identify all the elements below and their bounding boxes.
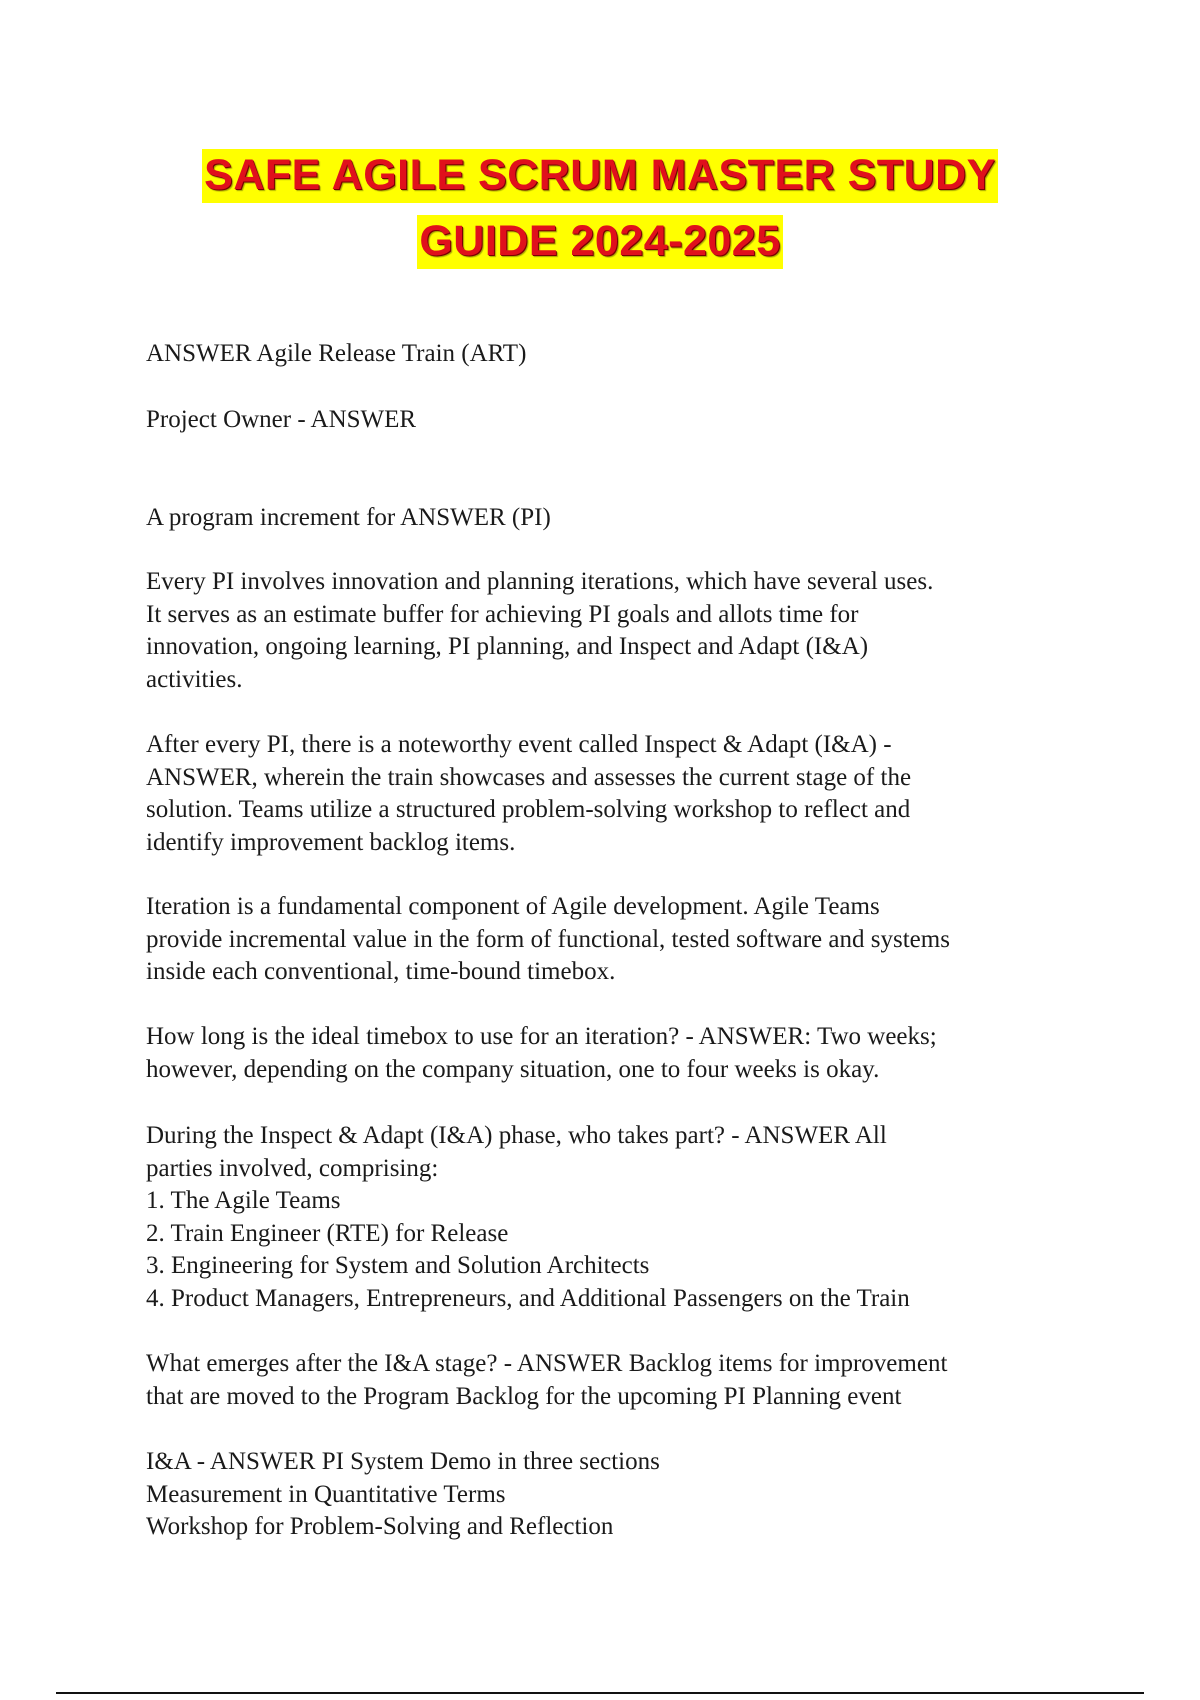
paragraph-project-owner bbox=[146, 404, 416, 437]
text-line: I&A - ANSWER PI System Demo in three sections bbox=[146, 1448, 660, 1475]
text-line: solution. Teams utilize a structured problem-solving workshop to reflect and bbox=[146, 796, 911, 823]
paragraph-ia-sections bbox=[146, 1446, 660, 1544]
paragraph-after-ia bbox=[146, 1348, 947, 1413]
title-line-2 bbox=[0, 208, 1200, 274]
paragraph-iteration bbox=[146, 891, 950, 989]
paragraph-art bbox=[146, 338, 526, 371]
text-line: Workshop for Problem-Solving and Reflection bbox=[146, 1513, 614, 1540]
text-line: inside each conventional, time-bound timebox. bbox=[146, 958, 616, 985]
text-line: identify improvement backlog items. bbox=[146, 828, 516, 856]
text-line: that are moved to the Program Backlog for the upcoming PI Planning event bbox=[146, 1382, 902, 1410]
text-line: Measurement in Quantitative Terms bbox=[146, 1480, 506, 1508]
text-line: How long is the ideal timebox to use for an iteration? - ANSWER: Two weeks; bbox=[146, 1023, 937, 1050]
text-line: activities. bbox=[146, 665, 243, 693]
paragraph-timebox bbox=[146, 1021, 937, 1086]
text-line: Every PI involves innovation and planning iterations, which have several uses. bbox=[146, 568, 934, 595]
page-bottom-rule bbox=[56, 1692, 1144, 1694]
text-line: What emerges after the I&A stage? - ANSWER Backlog items for improvement bbox=[146, 1350, 948, 1377]
text-line: provide incremental value in the form of functional, tested software and systems bbox=[146, 925, 950, 953]
title-line-1-text: SAFE AGILE SCRUM MASTER STUDY bbox=[202, 149, 998, 203]
title-line-2-text: GUIDE 2024-2025 bbox=[417, 215, 782, 269]
list-item: 1. The Agile Teams bbox=[146, 1187, 341, 1214]
paragraph-program-increment bbox=[146, 502, 551, 535]
text-line: innovation, ongoing learning, PI planning, and Inspect and Adapt (I&A) bbox=[146, 633, 869, 660]
paragraph-innovation-planning bbox=[146, 566, 933, 696]
text-line: After every PI, there is a noteworthy event called Inspect & Adapt (I&A) - bbox=[146, 731, 892, 758]
list-item: 2. Train Engineer (RTE) for Release bbox=[146, 1219, 509, 1247]
text-line: It serves as an estimate buffer for achieving PI goals and allots time for bbox=[146, 600, 859, 628]
text-line: Project Owner - ANSWER bbox=[146, 406, 417, 433]
text-line: Iteration is a fundamental component of Agile development. Agile Teams bbox=[146, 893, 880, 920]
text-line: A program increment for ANSWER (PI) bbox=[146, 504, 551, 531]
text-line: however, depending on the company situation, one to four weeks is okay. bbox=[146, 1055, 880, 1083]
document-title bbox=[0, 142, 1200, 274]
text-line: During the Inspect & Adapt (I&A) phase, who takes part? - ANSWER All bbox=[146, 1122, 887, 1149]
text-line: ANSWER Agile Release Train (ART) bbox=[146, 340, 527, 367]
list-item: 4. Product Managers, Entrepreneurs, and Additional Passengers on the Train bbox=[146, 1284, 910, 1312]
text-line: ANSWER, wherein the train showcases and assesses the current stage of the bbox=[146, 763, 912, 791]
text-line: parties involved, comprising: bbox=[146, 1154, 439, 1182]
paragraph-inspect-adapt bbox=[146, 729, 911, 859]
list-item: 3. Engineering for System and Solution Architects bbox=[146, 1252, 650, 1279]
paragraph-participants bbox=[146, 1120, 910, 1315]
title-line-1 bbox=[0, 142, 1200, 208]
